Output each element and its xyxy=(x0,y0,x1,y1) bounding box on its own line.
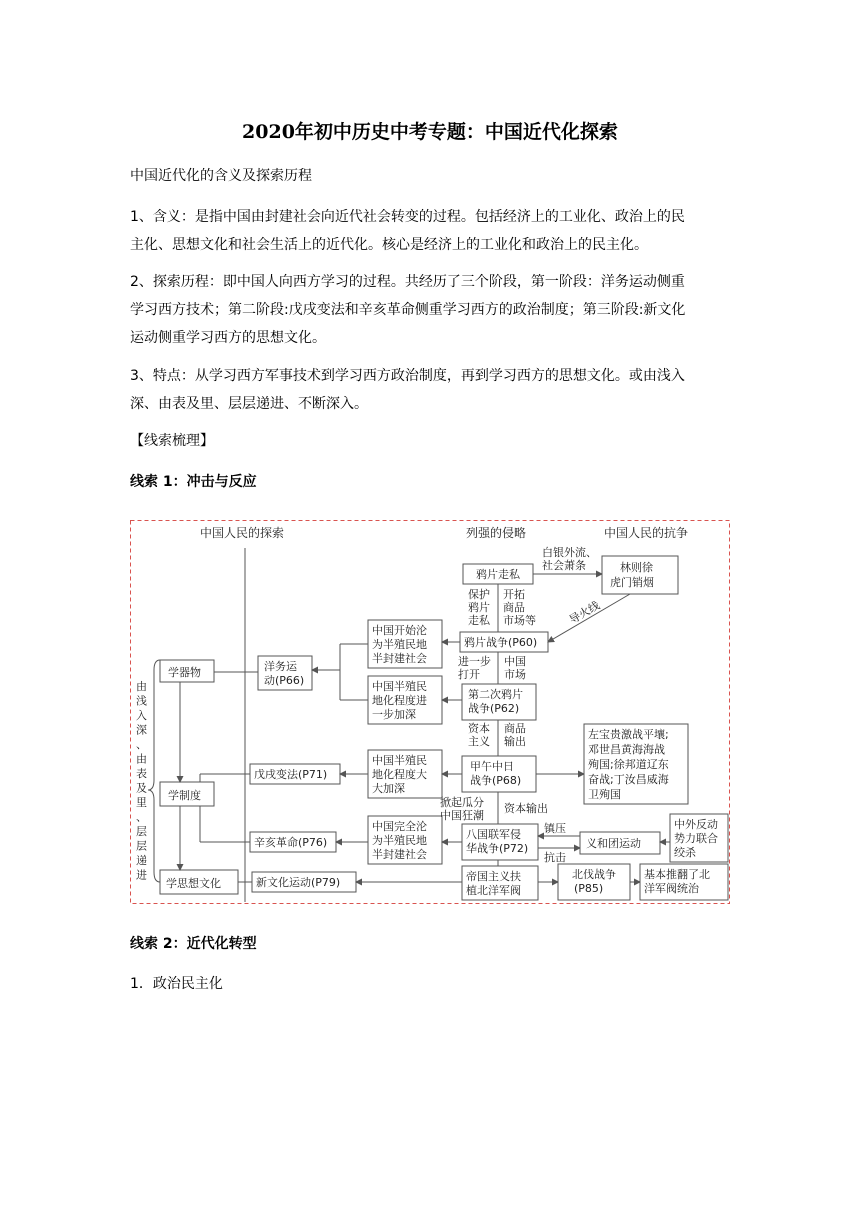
text: 半封建社会 xyxy=(372,652,427,665)
label-xueqiwu: 学器物 xyxy=(168,666,201,679)
text: 开拓 xyxy=(503,588,525,601)
text: 社会萧条 xyxy=(542,559,586,572)
text: 奋战;丁汝昌威海 xyxy=(588,773,669,786)
text: 为半殖民地 xyxy=(372,638,427,651)
text: 掀起瓜分 xyxy=(440,796,484,809)
text: 绞杀 xyxy=(674,846,696,859)
text: (P85) xyxy=(574,882,604,895)
text: 大加深 xyxy=(372,782,405,795)
line: 学习西方技术；第二阶段:戊戌变法和辛亥革命侧重学习西方的政治制度；第三阶段:新文化 xyxy=(130,302,686,318)
text: 白银外流、 xyxy=(542,546,597,559)
text: 甲午中日 xyxy=(470,760,514,773)
side-label-char: 层 xyxy=(136,825,147,838)
text: 中国半殖民 xyxy=(372,680,427,693)
side-label-char: 由 xyxy=(136,680,147,693)
label-yangwu-2: 动(P66) xyxy=(264,674,305,687)
paragraph-features xyxy=(130,362,730,418)
line: 3、特点：从学习西方军事技术到学习西方政治制度，再到学习西方的思想文化。或由浅入 xyxy=(130,368,685,384)
text: 输出 xyxy=(504,735,526,748)
text: 中国开始沦 xyxy=(372,624,427,637)
label-xuezhidu: 学制度 xyxy=(168,789,201,802)
text: 华战争(P72) xyxy=(466,842,529,855)
text: 商品 xyxy=(503,601,525,614)
text: 八国联军侵 xyxy=(466,828,521,841)
text: 为半殖民地 xyxy=(372,834,427,847)
page-title: 2020年初中历史中考专题：中国近代化探索 xyxy=(242,121,618,143)
side-label-char: 里 xyxy=(136,796,147,809)
clue2-heading: 线索 2：近代化转型 xyxy=(130,936,257,952)
text: 植北洋军阀 xyxy=(466,884,521,897)
intro-line: 中国近代化的含义及探索历程 xyxy=(130,168,312,184)
header-aggression: 列强的侵略 xyxy=(466,526,527,540)
text: 战争(P68) xyxy=(470,774,522,787)
text: 基本推翻了北 xyxy=(644,868,710,881)
text: 地化程度进 xyxy=(372,694,427,707)
side-label-char: 由 xyxy=(136,752,147,766)
side-label-char: 进 xyxy=(136,868,147,882)
line: 1、含义：是指中国由封建社会向近代社会转变的过程。包括经济上的工业化、政治上的民 xyxy=(130,209,685,225)
side-label-char: 、 xyxy=(136,738,147,751)
text: 鸦片 xyxy=(468,601,490,614)
paragraph-process xyxy=(130,268,730,352)
text: 帝国主义扶 xyxy=(466,870,521,883)
clue-heading: 【线索梳理】 xyxy=(130,433,214,449)
text: 打开 xyxy=(458,668,480,681)
text: 进一步 xyxy=(458,655,491,668)
text: 虎门销烟 xyxy=(610,576,654,589)
label-xinhai: 辛亥革命(P76) xyxy=(254,836,328,849)
text: 一步加深 xyxy=(372,708,416,721)
text: 义和团运动 xyxy=(586,837,641,850)
text: 林则徐 xyxy=(620,561,653,574)
text: 中外反动 xyxy=(674,818,718,831)
text: 资本输出 xyxy=(504,802,548,815)
text: 半封建社会 xyxy=(372,848,427,861)
text: 导火线 xyxy=(567,598,603,627)
paragraph-definition xyxy=(130,203,730,259)
text: 鸦片走私 xyxy=(476,568,520,581)
brace xyxy=(148,660,160,882)
text: 主义 xyxy=(468,735,490,748)
side-label xyxy=(136,679,147,882)
text: 中国 xyxy=(504,655,526,668)
side-label-char: 深 xyxy=(136,723,147,737)
line: 运动侧重学习西方的思想文化。 xyxy=(130,330,326,346)
label-xuesixiang: 学思想文化 xyxy=(166,877,221,890)
side-label-char: 入 xyxy=(136,709,147,722)
text: 卫殉国 xyxy=(588,788,621,801)
text: 洋军阀统治 xyxy=(644,882,699,895)
label-wuxu: 戊戌变法(P71) xyxy=(254,768,328,781)
side-label-char: 层 xyxy=(136,839,147,853)
label-xinwenhua: 新文化运动(P79) xyxy=(256,876,341,889)
side-label-char: 及 xyxy=(136,781,147,795)
side-label-char: 递 xyxy=(136,854,147,867)
text: 市场 xyxy=(504,668,526,681)
flowchart xyxy=(130,520,730,904)
clue1-heading: 线索 1：冲击与反应 xyxy=(130,474,257,490)
side-label-char: 浅 xyxy=(136,694,147,708)
side-label-char: 、 xyxy=(136,810,147,824)
text: 势力联合 xyxy=(674,832,718,845)
side-label-char: 表 xyxy=(136,767,147,780)
label-yangwu-1: 洋务运 xyxy=(264,660,297,673)
text: 走私 xyxy=(468,614,490,627)
text: 商品 xyxy=(504,722,526,735)
text: 抗击 xyxy=(544,851,566,864)
text: 北伐战争 xyxy=(572,868,616,881)
text: 地化程度大 xyxy=(372,768,427,781)
text: 第二次鸦片 xyxy=(468,688,523,701)
text: 殉国;徐邦道辽东 xyxy=(588,758,669,771)
text: 资本 xyxy=(468,722,490,735)
text: 邓世昌黄海海战 xyxy=(588,743,665,756)
text: 中国完全沦 xyxy=(372,820,427,833)
text: 鸦片战争(P60) xyxy=(464,636,538,649)
text: 战争(P62) xyxy=(468,702,520,715)
text: 保护 xyxy=(468,588,490,601)
line: 主化、思想文化和社会生活上的近代化。核心是经济上的工业化和政治上的民主化。 xyxy=(130,237,648,253)
text: 中国狂潮 xyxy=(440,809,484,822)
text: 镇压 xyxy=(544,822,566,835)
text: 中国半殖民 xyxy=(372,754,427,767)
header-exploration: 中国人民的探索 xyxy=(200,526,285,540)
line: 深、由表及里、层层递进、不断深入。 xyxy=(130,396,368,412)
text: 左宝贵激战平壤; xyxy=(588,728,669,741)
text: 市场等 xyxy=(503,614,536,627)
header-resistance: 中国人民的抗争 xyxy=(604,526,689,540)
line: 2、探索历程：即中国人向西方学习的过程。共经历了三个阶段，第一阶段：洋务运动侧重 xyxy=(130,274,685,290)
item1-heading: 1．政治民主化 xyxy=(130,976,223,992)
